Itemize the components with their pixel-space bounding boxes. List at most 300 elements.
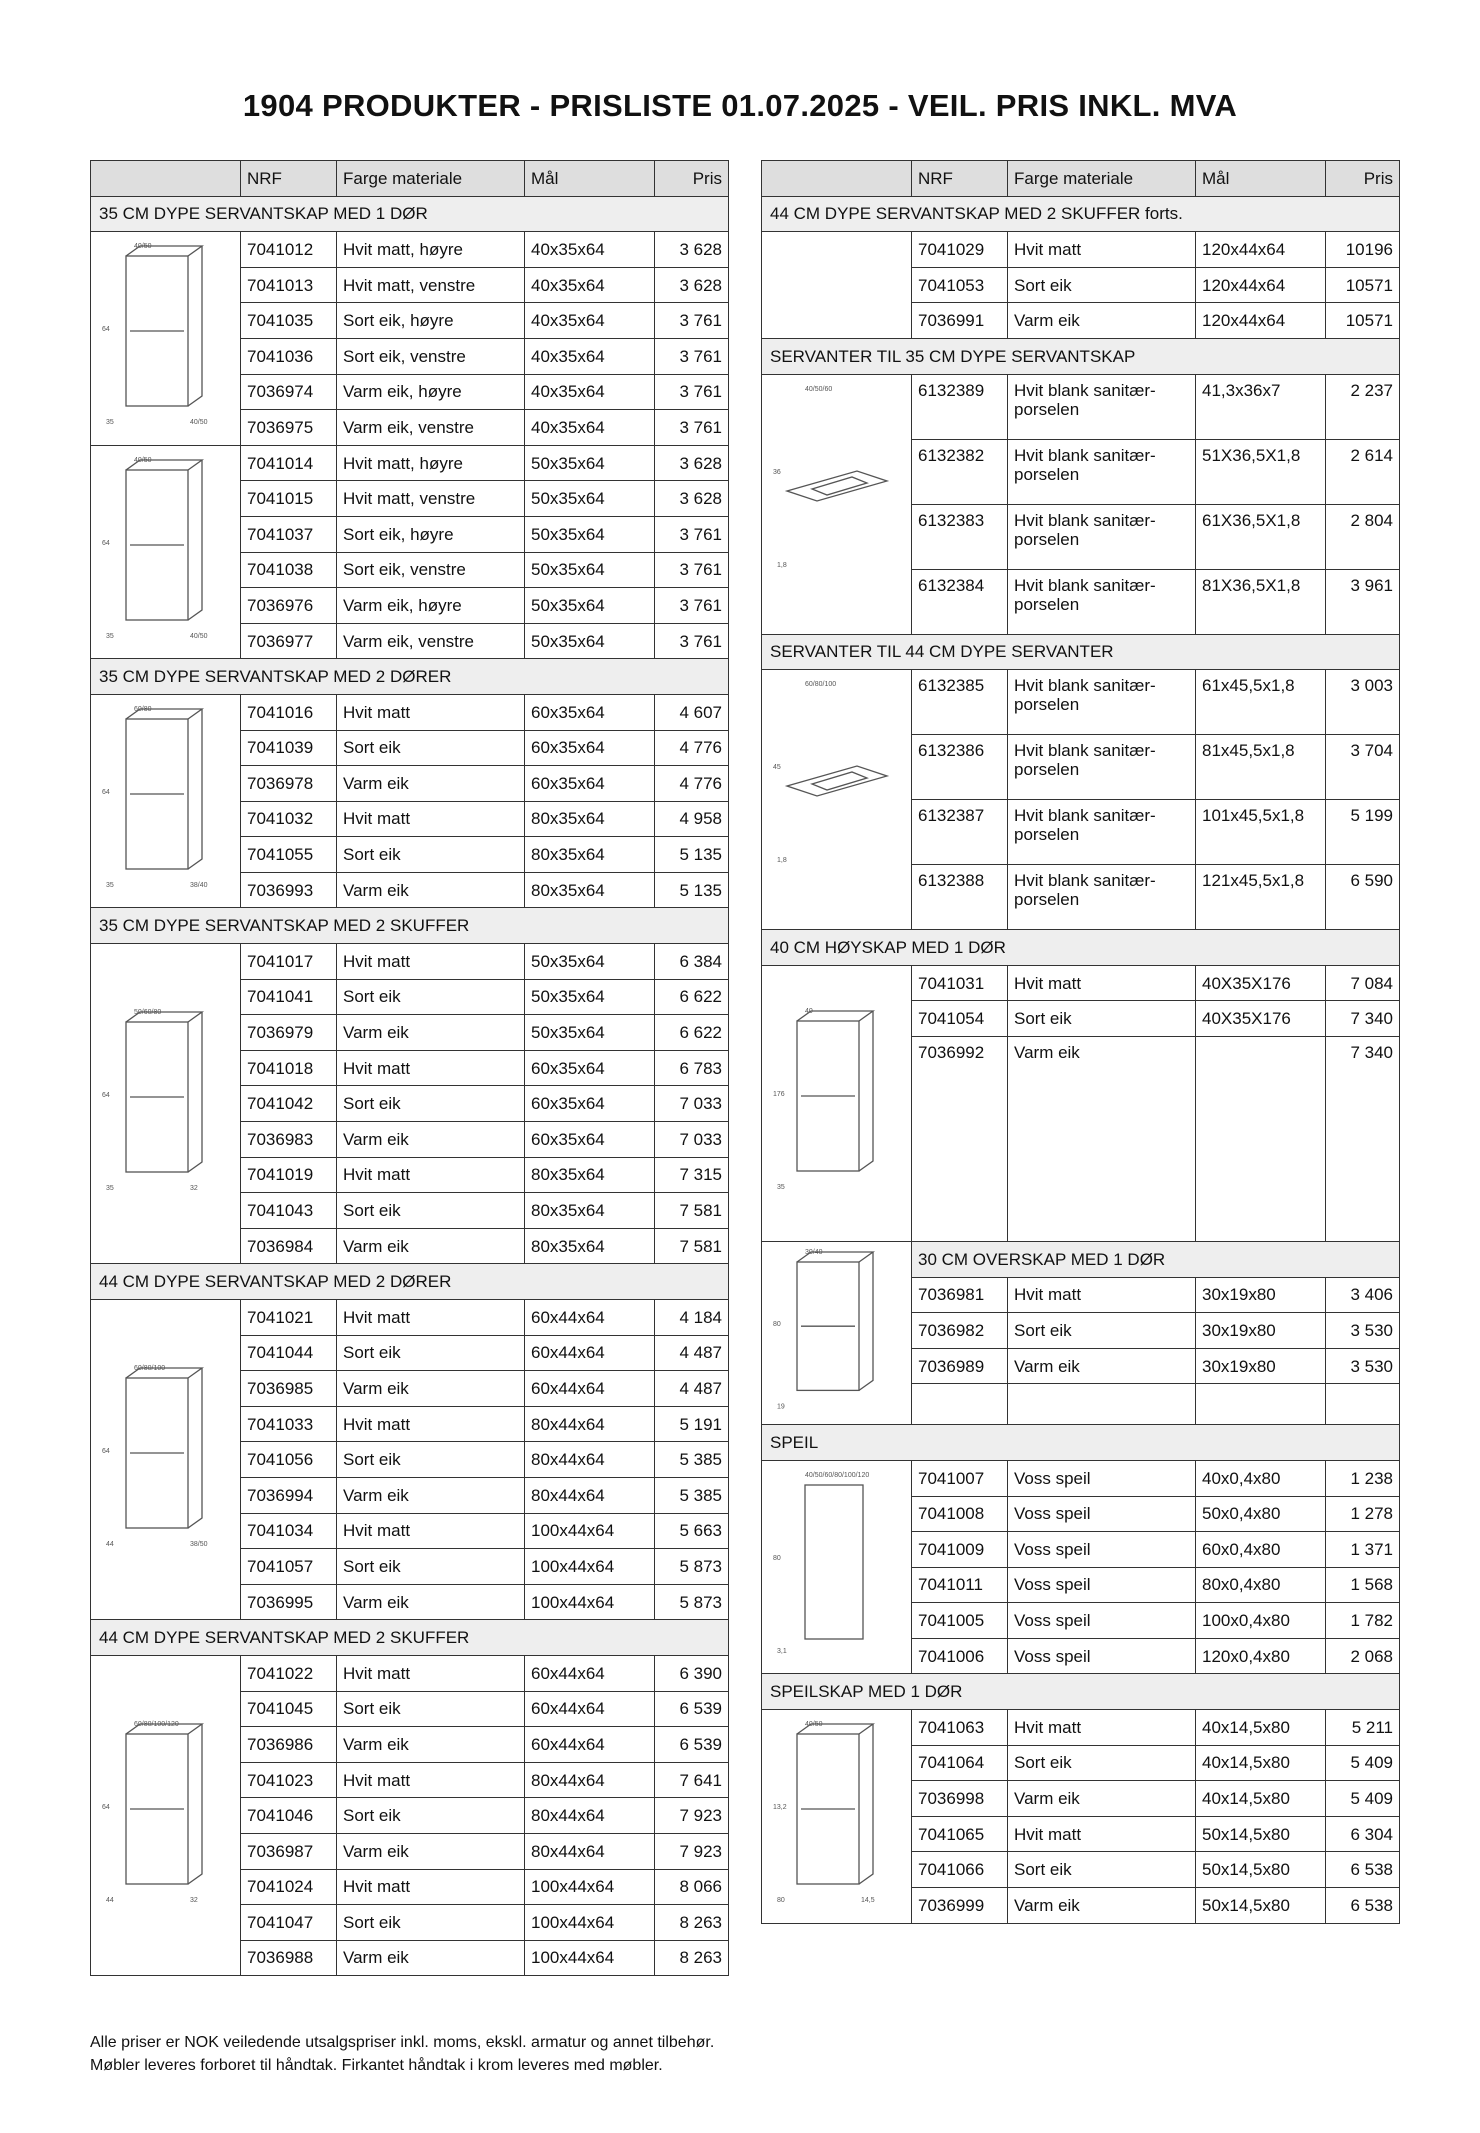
price-cell: 7 581 [655,1193,729,1229]
dimension-cell: 60x35x64 [525,1050,655,1086]
nrf-cell: 7041039 [241,730,337,766]
cabinet-drawing-icon [767,1244,907,1422]
color-material-cell: Hvit matt [337,1655,525,1691]
product-image [762,670,912,930]
dimension-cell: 50x35x64 [525,1015,655,1051]
nrf-cell: 7041037 [241,516,337,552]
price-cell: 6 304 [1326,1816,1400,1852]
dimension-cell: 60x35x64 [525,766,655,802]
nrf-cell: 7041046 [241,1798,337,1834]
nrf-cell [912,1384,1008,1425]
color-material-cell: Varm eik [337,1940,525,1976]
color-material-cell: Hvit blank sanitær-porselen [1008,504,1196,569]
product-image [91,232,241,446]
price-cell: 3 761 [655,410,729,446]
color-material-cell: Varm eik [337,1833,525,1869]
dimension-cell: 50x0,4x80 [1196,1496,1326,1532]
price-cell: 3 704 [1326,735,1400,800]
dimension-column-header: Mål [1196,161,1326,197]
dimension-cell: 60x44x64 [525,1691,655,1727]
color-material-cell: Hvit matt, høyre [337,445,525,481]
product-image [91,1655,241,1975]
section-header-row [762,338,1400,374]
dimension-cell: 100x44x64 [525,1584,655,1620]
price-cell: 5 385 [655,1477,729,1513]
color-material-cell: Varm eik [1008,1036,1196,1241]
color-material-cell: Varm eik [1008,303,1196,339]
cabinet-drawing-icon [767,1003,907,1203]
dimension-cell: 51X36,5X1,8 [1196,439,1326,504]
price-table [761,160,1400,1924]
dimension-cell: 40x35x64 [525,267,655,303]
nrf-cell: 7036999 [912,1888,1008,1924]
price-cell: 2 614 [1326,439,1400,504]
dimension-cell: 60x35x64 [525,1122,655,1158]
price-cell: 1 371 [1326,1532,1400,1568]
color-material-cell: Varm eik [337,1228,525,1264]
price-cell: 6 622 [655,979,729,1015]
dimension-cell: 60x44x64 [525,1371,655,1407]
nrf-cell: 7041045 [241,1691,337,1727]
color-material-cell: Hvit matt [1008,232,1196,268]
dimension-cell: 40x14,5x80 [1196,1710,1326,1746]
svg-text:60/80/100/120: 60/80/100/120 [133,1720,179,1728]
dimension-cell: 40X35X176 [1196,1001,1326,1037]
dimension-cell: 120x44x64 [1196,267,1326,303]
color-material-cell: Hvit matt, venstre [337,267,525,303]
cabinet-drawing-icon [96,701,236,901]
color-material-cell: Sort eik, venstre [337,552,525,588]
color-material-cell: Sort eik [337,1335,525,1371]
section-header-row [762,1241,1400,1277]
color-material-cell [1008,1384,1196,1425]
color-material-cell: Sort eik [337,979,525,1015]
section-title-40-cm-h-yskap-med-1-d-r: 40 CM HØYSKAP MED 1 DØR [762,930,1400,966]
price-cell: 4 776 [655,766,729,802]
nrf-cell: 7041064 [912,1745,1008,1781]
color-material-cell: Sort eik, høyre [337,303,525,339]
section-header-row [762,634,1400,670]
section-title-44-cm-dype-servantskap-med-2-skuffer-forts: 44 CM DYPE SERVANTSKAP MED 2 SKUFFER forts. [762,196,1400,232]
dimension-cell: 50x35x64 [525,445,655,481]
product-image [91,445,241,659]
price-cell: 10571 [1326,303,1400,339]
color-material-cell: Sort eik [337,1798,525,1834]
product-image [91,694,241,908]
price-cell: 3 761 [655,623,729,659]
price-cell: 1 782 [1326,1603,1400,1639]
nrf-cell: 7041007 [912,1460,1008,1496]
dimension-cell: 40x35x64 [525,410,655,446]
nrf-column-header: NRF [241,161,337,197]
nrf-cell: 7036992 [912,1036,1008,1241]
color-material-cell: Hvit blank sanitær-porselen [1008,670,1196,735]
dimension-cell: 120x0,4x80 [1196,1638,1326,1674]
nrf-cell: 7041043 [241,1193,337,1229]
dimension-cell: 50x35x64 [525,552,655,588]
svg-text:3,1: 3,1 [776,1648,787,1656]
nrf-cell: 7041063 [912,1710,1008,1746]
color-material-cell: Hvit matt [337,1869,525,1905]
dimension-cell: 80x35x64 [525,837,655,873]
dimension-cell: 30x19x80 [1196,1277,1326,1313]
color-material-cell: Hvit blank sanitær-porselen [1008,865,1196,930]
price-cell: 5 409 [1326,1781,1400,1817]
nrf-cell: 6132387 [912,800,1008,865]
nrf-cell: 7036995 [241,1584,337,1620]
section-title-servanter-til-44-cm-dype-servanter: SERVANTER TIL 44 CM DYPE SERVANTER [762,634,1400,670]
price-cell: 10196 [1326,232,1400,268]
dimension-cell: 60x44x64 [525,1655,655,1691]
price-cell: 5 409 [1326,1745,1400,1781]
color-material-cell: Varm eik [337,1015,525,1051]
price-cell: 5 135 [655,872,729,908]
image-column-header [762,161,912,197]
nrf-cell: 7041019 [241,1157,337,1193]
dimension-cell: 80x44x64 [525,1477,655,1513]
price-cell: 7 315 [655,1157,729,1193]
color-material-cell: Varm eik [337,872,525,908]
nrf-cell: 7036976 [241,588,337,624]
section-title-servanter-til-35-cm-dype-servantskap: SERVANTER TIL 35 CM DYPE SERVANTSKAP [762,338,1400,374]
nrf-cell: 7041041 [241,979,337,1015]
section-header-row [91,659,729,695]
svg-text:80: 80 [776,1897,785,1905]
table-row [762,965,1400,1001]
nrf-cell: 7041044 [241,1335,337,1371]
dimension-cell: 100x0,4x80 [1196,1603,1326,1639]
price-cell: 6 590 [1326,865,1400,930]
dimension-cell: 80x44x64 [525,1833,655,1869]
cabinet-drawing-icon [767,381,907,581]
nrf-cell: 7041065 [912,1816,1008,1852]
color-material-cell: Hvit matt [1008,1277,1196,1313]
section-header-row [91,196,729,232]
price-cell: 3 761 [655,516,729,552]
price-cell: 5 663 [655,1513,729,1549]
section-title-speil: SPEIL [762,1425,1400,1461]
color-material-cell: Sort eik [337,837,525,873]
price-cell: 6 783 [655,1050,729,1086]
price-cell: 1 238 [1326,1460,1400,1496]
color-material-cell: Sort eik [337,1442,525,1478]
section-header-row [762,930,1400,966]
section-title-35-cm-dype-servantskap-med-2-skuffer: 35 CM DYPE SERVANTSKAP MED 2 SKUFFER [91,908,729,944]
svg-text:38/50: 38/50 [189,1540,208,1548]
color-material-cell: Sort eik, høyre [337,516,525,552]
price-cell: 3 761 [655,552,729,588]
nrf-cell: 7041056 [241,1442,337,1478]
nrf-cell: 7036993 [241,872,337,908]
nrf-cell: 7036978 [241,766,337,802]
dimension-cell: 40x0,4x80 [1196,1460,1326,1496]
product-image [91,944,241,1264]
price-cell: 2 068 [1326,1638,1400,1674]
color-material-cell: Voss speil [1008,1638,1196,1674]
price-cell: 3 761 [655,588,729,624]
price-table [90,160,729,1976]
price-cell: 6 538 [1326,1852,1400,1888]
nrf-cell: 7041035 [241,303,337,339]
color-material-cell: Hvit matt [1008,1710,1196,1746]
color-material-cell: Varm eik, høyre [337,588,525,624]
nrf-cell: 7041036 [241,338,337,374]
svg-text:1,8: 1,8 [776,561,787,569]
color-material-cell: Varm eik [1008,1781,1196,1817]
nrf-cell: 7041066 [912,1852,1008,1888]
price-cell: 3 628 [655,481,729,517]
dimension-cell: 50x14,5x80 [1196,1816,1326,1852]
dimension-column-header: Mål [525,161,655,197]
svg-text:19: 19 [776,1403,785,1411]
dimension-cell: 50x35x64 [525,516,655,552]
price-cell: 2 237 [1326,374,1400,439]
color-material-cell: Varm eik [337,766,525,802]
svg-text:60/80/100: 60/80/100 [133,1364,165,1372]
nrf-cell: 7036984 [241,1228,337,1264]
price-cell: 6 539 [655,1727,729,1763]
product-image [762,1710,912,1924]
nrf-cell: 7041034 [241,1513,337,1549]
color-material-cell: Hvit matt, venstre [337,481,525,517]
price-cell: 6 384 [655,944,729,980]
price-column-header: Pris [655,161,729,197]
color-material-cell: Hvit matt [337,1157,525,1193]
dimension-cell: 100x44x64 [525,1905,655,1941]
color-material-cell: Sort eik [337,1193,525,1229]
svg-text:40/50/60/80/100/120: 40/50/60/80/100/120 [804,1472,869,1480]
dimension-cell: 101x45,5x1,8 [1196,800,1326,865]
dimension-cell: 30x19x80 [1196,1348,1326,1384]
cabinet-drawing-icon [767,1716,907,1916]
price-cell: 5 873 [655,1584,729,1620]
section-title-30-cm-overskap-med-1-d-r: 30 CM OVERSKAP MED 1 DØR [912,1241,1400,1277]
nrf-cell: 7041032 [241,801,337,837]
table-row [762,232,1400,268]
table-row [762,670,1400,735]
svg-text:35: 35 [105,419,114,427]
svg-text:1,8: 1,8 [776,857,787,865]
table-row [762,374,1400,439]
dimension-cell: 80x35x64 [525,801,655,837]
nrf-cell: 7041023 [241,1762,337,1798]
color-material-cell: Hvit matt, høyre [337,232,525,268]
price-cell: 4 487 [655,1371,729,1407]
table-row [762,1460,1400,1496]
price-cell: 7 581 [655,1228,729,1264]
dimension-cell: 80x35x64 [525,1157,655,1193]
nrf-cell: 7036974 [241,374,337,410]
color-material-cell: Voss speil [1008,1567,1196,1603]
price-cell: 5 191 [655,1406,729,1442]
dimension-cell: 80x35x64 [525,1193,655,1229]
nrf-cell: 7036982 [912,1313,1008,1349]
section-header-row [762,196,1400,232]
svg-text:32: 32 [189,1896,198,1904]
section-title-35-cm-dype-servantskap-med-1-d-r: 35 CM DYPE SERVANTSKAP MED 1 DØR [91,196,729,232]
nrf-cell: 6132383 [912,504,1008,569]
svg-text:60/80: 60/80 [133,706,152,714]
color-material-cell: Varm eik [337,1122,525,1158]
nrf-cell: 7041024 [241,1869,337,1905]
dimension-cell: 40x35x64 [525,374,655,410]
product-image [762,1460,912,1674]
color-material-cell: Varm eik, venstre [337,410,525,446]
svg-text:40/50: 40/50 [189,419,208,427]
svg-text:40/50: 40/50 [133,457,152,465]
nrf-cell: 7036983 [241,1122,337,1158]
dimension-cell: 120x44x64 [1196,303,1326,339]
dimension-cell: 60x44x64 [525,1335,655,1371]
dimension-cell: 60x44x64 [525,1300,655,1336]
nrf-cell: 7036987 [241,1833,337,1869]
color-material-cell: Varm eik [1008,1888,1196,1924]
section-header-row [91,1620,729,1656]
svg-text:44: 44 [105,1540,114,1548]
svg-text:30/40: 30/40 [804,1248,823,1256]
dimension-cell: 80x44x64 [525,1406,655,1442]
color-material-cell: Hvit matt [337,1513,525,1549]
color-material-column-header: Farge materiale [1008,161,1196,197]
color-material-cell: Sort eik [337,1549,525,1585]
product-image [762,965,912,1241]
nrf-cell: 7041053 [912,267,1008,303]
svg-text:36: 36 [772,468,781,476]
table-header-row [91,161,729,197]
svg-text:40/50: 40/50 [189,633,208,641]
page-title: 1904 PRODUKTER - PRISLISTE 01.07.2025 - VEIL. PRIS INKL. MVA [242,88,1238,123]
cabinet-drawing-icon [96,1360,236,1560]
dimension-cell: 40x14,5x80 [1196,1745,1326,1781]
color-material-cell: Hvit matt [337,1300,525,1336]
price-cell: 1 278 [1326,1496,1400,1532]
nrf-cell: 7036981 [912,1277,1008,1313]
nrf-cell: 7041029 [912,232,1008,268]
section-header-row [762,1425,1400,1461]
nrf-cell: 6132384 [912,569,1008,634]
nrf-cell: 7041011 [912,1567,1008,1603]
color-material-cell: Hvit matt [337,1050,525,1086]
price-cell: 5 199 [1326,800,1400,865]
price-cell: 6 538 [1326,1888,1400,1924]
color-material-cell: Hvit blank sanitær-porselen [1008,439,1196,504]
nrf-cell: 6132385 [912,670,1008,735]
price-cell: 3 761 [655,303,729,339]
dimension-cell: 60x44x64 [525,1727,655,1763]
price-cell: 4 184 [655,1300,729,1336]
svg-text:35: 35 [105,882,114,890]
dimension-cell: 80x35x64 [525,872,655,908]
cabinet-drawing-icon [96,1716,236,1916]
dimension-cell: 60x35x64 [525,1086,655,1122]
dimension-cell: 40x35x64 [525,303,655,339]
color-material-cell: Varm eik [337,1371,525,1407]
price-cell: 4 487 [655,1335,729,1371]
svg-text:13,2: 13,2 [772,1804,787,1812]
color-material-cell: Voss speil [1008,1532,1196,1568]
price-cell: 5 873 [655,1549,729,1585]
price-cell: 3 530 [1326,1313,1400,1349]
price-cell: 5 211 [1326,1710,1400,1746]
price-cell: 3 530 [1326,1348,1400,1384]
price-cell: 3 761 [655,338,729,374]
image-column-header [91,161,241,197]
color-material-cell: Hvit matt [337,801,525,837]
price-cell: 2 804 [1326,504,1400,569]
nrf-cell: 7036988 [241,1940,337,1976]
color-material-cell: Varm eik [337,1584,525,1620]
dimension-cell: 120x44x64 [1196,232,1326,268]
nrf-cell: 7041038 [241,552,337,588]
nrf-cell: 7036994 [241,1477,337,1513]
price-cell: 7 340 [1326,1036,1400,1241]
svg-text:35: 35 [105,1184,114,1192]
svg-text:64: 64 [101,1091,110,1099]
price-cell: 6 390 [655,1655,729,1691]
price-cell: 4 776 [655,730,729,766]
cabinet-drawing-icon [767,676,907,876]
nrf-cell: 7041047 [241,1905,337,1941]
nrf-cell: 7036998 [912,1781,1008,1817]
nrf-cell: 7041057 [241,1549,337,1585]
dimension-cell: 60x0,4x80 [1196,1532,1326,1568]
color-material-cell: Hvit blank sanitær-porselen [1008,800,1196,865]
dimension-cell: 61X36,5X1,8 [1196,504,1326,569]
dimension-cell: 100x44x64 [525,1940,655,1976]
nrf-cell: 6132388 [912,865,1008,930]
price-column-header: Pris [1326,161,1400,197]
dimension-cell: 41,3x36x7 [1196,374,1326,439]
nrf-cell: 6132386 [912,735,1008,800]
color-material-cell: Hvit matt [1008,965,1196,1001]
price-cell: 8 263 [655,1905,729,1941]
nrf-cell: 7036979 [241,1015,337,1051]
nrf-cell: 7041008 [912,1496,1008,1532]
price-cell: 7 084 [1326,965,1400,1001]
cabinet-drawing-icon [96,238,236,438]
price-cell: 7 033 [655,1086,729,1122]
color-material-cell: Sort eik [337,730,525,766]
table-row [91,694,729,730]
color-material-cell: Hvit matt [337,1762,525,1798]
table-row [762,1710,1400,1746]
dimension-cell: 50x35x64 [525,588,655,624]
section-title-35-cm-dype-servantskap-med-2-d-rer: 35 CM DYPE SERVANTSKAP MED 2 DØRER [91,659,729,695]
nrf-cell: 7041006 [912,1638,1008,1674]
svg-text:80: 80 [772,1321,781,1329]
color-material-cell: Sort eik [1008,1313,1196,1349]
nrf-cell: 7041055 [241,837,337,873]
section-title-speilskap-med-1-d-r: SPEILSKAP MED 1 DØR [762,1674,1400,1710]
nrf-cell: 7041016 [241,694,337,730]
dimension-cell [1196,1036,1326,1241]
section-header-row [91,908,729,944]
nrf-cell: 7041018 [241,1050,337,1086]
price-cell: 3 628 [655,267,729,303]
nrf-cell: 7041005 [912,1603,1008,1639]
dimension-cell: 50x35x64 [525,944,655,980]
table-row [91,232,729,268]
price-cell: 5 385 [655,1442,729,1478]
nrf-cell: 7041022 [241,1655,337,1691]
dimension-cell: 50x35x64 [525,481,655,517]
price-cell: 10571 [1326,267,1400,303]
dimension-cell: 80x44x64 [525,1798,655,1834]
color-material-cell: Varm eik, venstre [337,623,525,659]
section-header-row [762,1674,1400,1710]
dimension-cell: 100x44x64 [525,1513,655,1549]
nrf-cell: 7036975 [241,410,337,446]
